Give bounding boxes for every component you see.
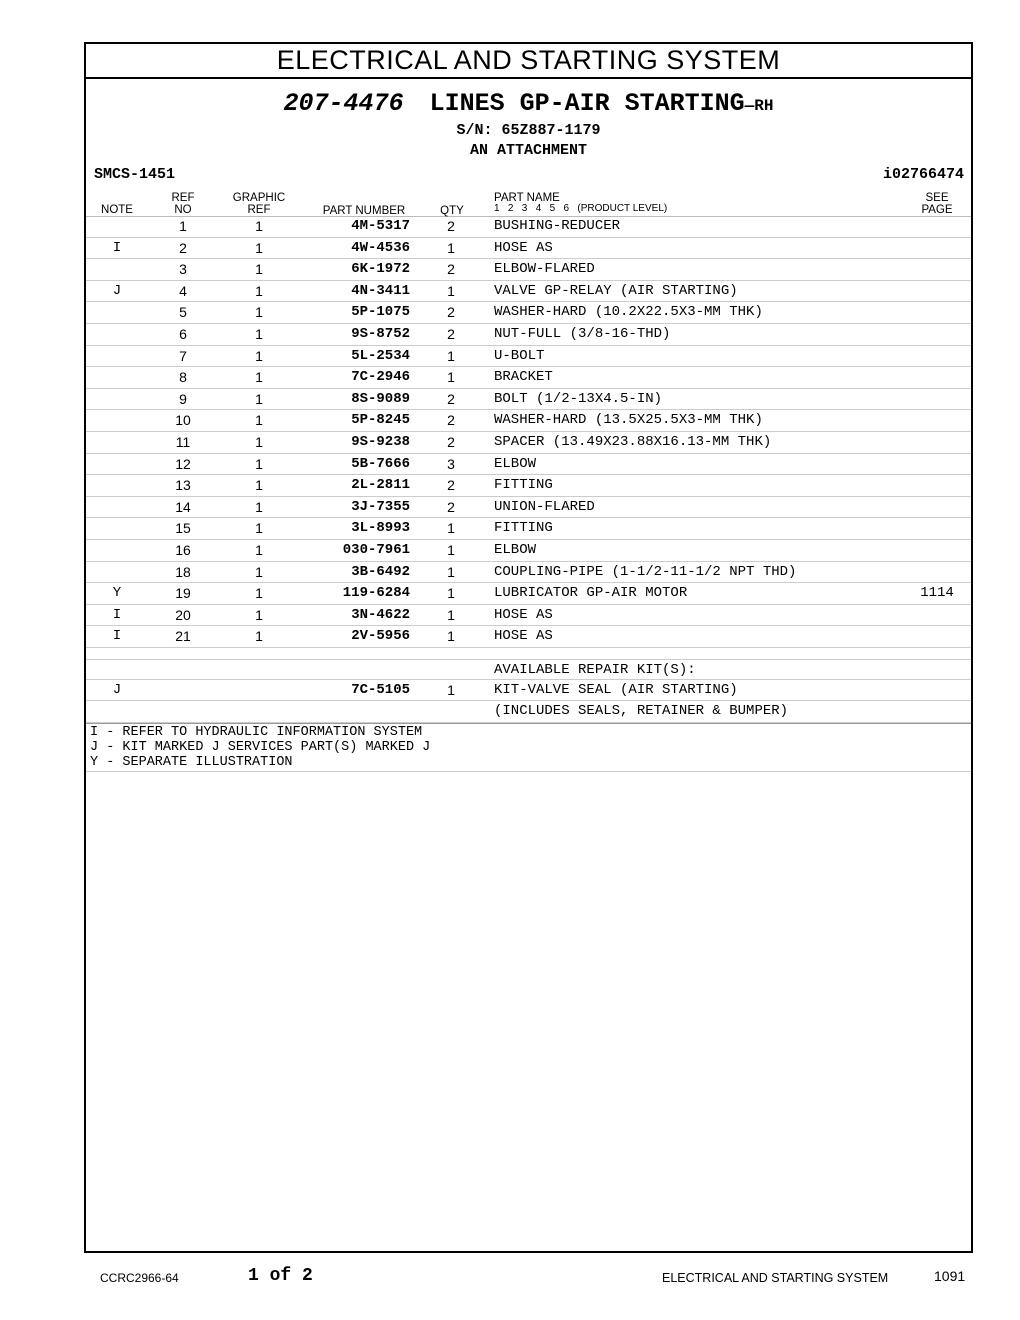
part-number-cell: 2L-2811 [351,477,410,494]
part-name-cell: WASHER-HARD (10.2X22.5X3-MM THK) [494,304,763,321]
part-number-cell: 9S-9238 [351,433,410,450]
header-see-top: SEE [925,192,949,204]
table-row [86,302,971,324]
part-number-cell: 8S-9089 [351,390,410,407]
qty-cell: 1 [447,628,455,645]
ref-no-cell: 18 [175,563,191,580]
part-name-cell: ELBOW-FLARED [494,261,595,278]
part-number-cell: 7C-2946 [351,369,410,386]
qty-cell: 1 [447,369,455,386]
graphic-ref-cell: 1 [255,239,263,256]
part-name-cell: SPACER (13.49X23.88X16.13-MM THK) [494,433,772,450]
qty-cell: 3 [447,455,455,472]
part-name-cell: FITTING [494,477,553,494]
table-row [86,324,971,346]
table-row [86,432,971,454]
table-row [86,389,971,411]
header-ref-top: REF [171,192,195,204]
part-name-cell: WASHER-HARD (13.5X25.5X3-MM THK) [494,412,763,429]
table-row [86,518,971,540]
part-name-cell: FITTING [494,520,553,537]
kit-note-cell: J [112,681,122,698]
table-row [86,626,971,648]
ref-no-cell: 5 [179,304,187,321]
header-graphic-bottom: REF [247,204,271,216]
ref-no-cell: 3 [179,261,187,278]
graphic-ref-cell: 1 [255,498,263,515]
graphic-ref-cell: 1 [255,304,263,321]
part-name-cell: UNION-FLARED [494,498,595,515]
qty-cell: 1 [447,520,455,537]
attachment-note: AN ATTACHMENT [469,142,588,159]
ref-no-cell: 20 [175,606,191,623]
footer-section: ELECTRICAL AND STARTING SYSTEM [662,1271,889,1285]
ref-no-cell: 8 [179,369,187,386]
part-number-cell: 9S-8752 [351,325,410,342]
kit-part-number-cell: 7C-5105 [351,681,410,698]
parts-list [86,216,971,772]
kit-part-name-cell: KIT-VALVE SEAL (AIR STARTING) [494,681,738,698]
ref-no-cell: 16 [175,541,191,558]
table-row [86,238,971,260]
footer-code: CCRC2966-64 [100,1271,179,1285]
section-title: ELECTRICAL AND STARTING SYSTEM [86,44,971,79]
qty-cell: 2 [447,261,455,278]
ref-no-cell: 10 [175,412,191,429]
smcs-code: SMCS-1451 [94,166,176,183]
table-row [86,540,971,562]
table-row [86,259,971,281]
part-number-cell: 2V-5956 [351,628,410,645]
ref-no-cell: 13 [175,477,191,494]
qty-cell: 1 [447,282,455,299]
note-i: I - REFER TO HYDRAULIC INFORMATION SYSTEM [90,725,423,741]
part-name-cell: BUSHING-REDUCER [494,218,621,234]
qty-cell: 2 [447,412,455,429]
page-footer [0,1266,1020,1290]
table-row [86,562,971,584]
note-cell: I [112,239,122,256]
graphic-ref-cell: 1 [255,477,263,494]
ref-no-cell: 21 [175,628,191,645]
ref-no-cell: 11 [175,433,191,450]
qty-cell: 1 [447,239,455,256]
part-number-cell: 3L-8993 [351,520,410,537]
group-suffix: —RH [744,97,774,115]
qty-cell: 2 [447,325,455,342]
graphic-ref-cell: 1 [255,261,263,278]
table-row [86,281,971,303]
parts-page-frame [84,42,973,1253]
table-row [86,475,971,497]
graphic-ref-cell: 1 [255,282,263,299]
graphic-ref-cell: 1 [255,433,263,450]
header-part-number: PART NUMBER [322,205,406,217]
qty-cell: 2 [447,390,455,407]
header-graphic-top: GRAPHIC [232,192,286,204]
part-number-cell: 4W-4536 [351,239,410,256]
part-name-cell: BOLT (1/2-13X4.5-IN) [494,390,663,407]
group-title [86,89,971,121]
qty-cell: 1 [447,606,455,623]
part-number-cell: 3J-7355 [351,498,410,515]
part-name-cell: HOSE AS [494,606,553,623]
graphic-ref-cell: 1 [255,455,263,472]
part-name-cell: ELBOW [494,541,537,558]
part-name-cell: COUPLING-PIPE (1-1/2-11-1/2 NPT THD) [494,563,797,580]
table-row [86,346,971,368]
part-number-cell: 3B-6492 [351,563,410,580]
graphic-ref-cell: 1 [255,347,263,364]
part-number-cell: 5P-1075 [351,304,410,321]
part-name-cell: BRACKET [494,369,553,386]
graphic-ref-cell: 1 [255,412,263,429]
qty-cell: 2 [447,498,455,515]
table-row [86,216,971,238]
table-header [86,192,971,217]
part-name-cell: LUBRICATOR GP-AIR MOTOR [494,585,688,602]
repair-kit-row [86,680,971,702]
repair-kit-heading-text: AVAILABLE REPAIR KIT(S): [494,661,696,678]
header-product-level: 1 2 3 4 5 6 (PRODUCT LEVEL) [494,203,668,214]
spacer-row [86,648,971,660]
ref-no-cell: 6 [179,325,187,342]
part-number-cell: 119-6284 [342,585,410,602]
part-number-cell: 5L-2534 [351,347,410,364]
part-name-cell: U-BOLT [494,347,545,364]
part-number-cell: 3N-4622 [351,606,410,623]
group-number: 207-4476 [283,89,404,118]
ref-no-cell: 14 [175,498,191,515]
part-number-cell: 5P-8245 [351,412,410,429]
qty-cell: 1 [447,585,455,602]
group-name: LINES GP-AIR STARTING [429,89,745,118]
header-see-bottom: PAGE [921,204,953,216]
part-number-cell: 030-7961 [342,541,410,558]
kit-qty-cell: 1 [447,681,455,698]
kit-part-name-cell: (INCLUDES SEALS, RETAINER & BUMPER) [494,703,789,720]
note-cell: I [112,628,122,645]
qty-cell: 1 [447,563,455,580]
table-row [86,583,971,605]
table-row [86,454,971,476]
graphic-ref-cell: 1 [255,390,263,407]
table-row [86,497,971,519]
note-cell: Y [112,585,122,602]
part-number-cell: 4N-3411 [351,282,410,299]
part-name-cell: HOSE AS [494,628,553,645]
notes-legend [86,723,971,772]
graphic-ref-cell: 1 [255,218,263,234]
qty-cell: 2 [447,433,455,450]
qty-cell: 1 [447,541,455,558]
ref-no-cell: 1 [179,218,187,234]
part-name-cell: VALVE GP-RELAY (AIR STARTING) [494,282,738,299]
document-id: i02766474 [882,166,964,183]
graphic-ref-cell: 1 [255,520,263,537]
part-number-cell: 6K-1972 [351,261,410,278]
header-part-name: PART NAME [494,192,560,204]
header-qty: QTY [440,205,464,217]
header-note: NOTE [101,204,133,216]
ref-no-cell: 12 [175,455,191,472]
table-row [86,367,971,389]
table-row [86,605,971,627]
qty-cell: 1 [447,347,455,364]
footer-page-count: 1 of 2 [248,1266,313,1286]
part-number-cell: 4M-5317 [351,218,410,234]
ref-no-cell: 2 [179,239,187,256]
qty-cell: 2 [447,218,455,234]
ref-no-cell: 19 [175,585,191,602]
qty-cell: 2 [447,477,455,494]
graphic-ref-cell: 1 [255,585,263,602]
ref-no-cell: 4 [179,282,187,299]
part-name-cell: ELBOW [494,455,537,472]
qty-cell: 2 [447,304,455,321]
graphic-ref-cell: 1 [255,563,263,580]
ref-no-cell: 9 [179,390,187,407]
part-name-cell: NUT-FULL (3/8-16-THD) [494,325,671,342]
graphic-ref-cell: 1 [255,606,263,623]
note-j: J - KIT MARKED J SERVICES PART(S) MARKED J [90,740,431,756]
note-cell: J [112,282,122,299]
see-page-cell: 1114 [920,585,954,602]
footer-page-number: 1091 [934,1268,966,1284]
graphic-ref-cell: 1 [255,541,263,558]
note-y: Y - SEPARATE ILLUSTRATION [90,755,293,771]
header-ref-bottom: NO [174,204,192,216]
ref-no-cell: 15 [175,520,191,537]
note-cell: I [112,606,122,623]
graphic-ref-cell: 1 [255,628,263,645]
graphic-ref-cell: 1 [255,325,263,342]
table-row [86,410,971,432]
group-heading [86,89,971,161]
repair-kit-row [86,701,971,723]
graphic-ref-cell: 1 [255,369,263,386]
serial-number: S/N: 65Z887-1179 [456,122,601,139]
repair-kit-heading [86,660,971,680]
part-number-cell: 5B-7666 [351,455,410,472]
ref-no-cell: 7 [179,347,187,364]
part-name-cell: HOSE AS [494,239,553,256]
